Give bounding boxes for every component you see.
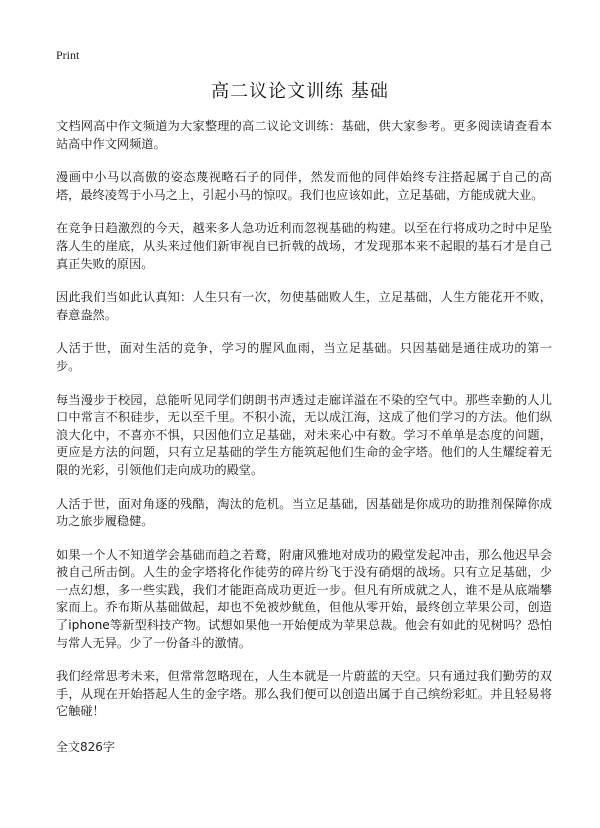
paragraph: 如果一个人不知道学会基础而趋之若鹜，附庸风雅地对成功的殿堂发起冲击，那么他迟早会被自己所击倒。人生的金字塔将化作徒劳的碎片纷飞于没有硝烟的战场。只有立足基础，少一点幻想，多一些实践，我们才能距高成功更近一步。但凡有所成就之人，谁不是从底端攀家而上。乔布斯从基础做起，却也不免被炒鱿鱼，但他从零开始，最终创立苹果公司，创造了iphone等新型科技产物。试想如果他一开始便成为苹果总裁。他会有如此的见树吗？恐怕与常人无异。少了一份备斗的激情。 xyxy=(56,547,552,650)
paragraph: 人活于世，面对生活的竞争，学习的腥风血雨，当立足基础。只因基础是通往成功的第一步。 xyxy=(56,341,552,373)
paragraph: 每当漫步于校园，总能听见同学们朗朗书声透过走廊详溢在不染的空气中。那些幸勤的人儿口中常言不积硅步，无以至千里。不积小流，无以成江海，这成了他们学习的方法。他们纵浪大化中，不喜亦不惧，只因他们立足基础，对未来心中有数。学习不单单是态度的问题，更应是方法的问题，只有立足基础的学生方能筑起他们生命的金字塔。他们的人生耀绽着无限的光彩，引领他们走向成功的殿堂。 xyxy=(56,392,552,477)
paragraph: 人活于世，面对角逐的残酷，淘汰的危机。当立足基础，因基础是你成功的助推剂保障你成功之旅步履稳健。 xyxy=(56,496,552,529)
paragraph: 漫画中小马以高傲的姿态蔑视略石子的同伴，然发而他的同伴始终专注搭起属于自己的高塔，最终凌驾于小马之上，引起小马的惊叹。我们也应该如此，立足基础，方能成就大业。 xyxy=(56,170,552,202)
print-link[interactable]: Print xyxy=(56,48,80,62)
page-title: 高二议论文训练 基础 xyxy=(211,81,389,102)
word-count: 全文826字 xyxy=(56,740,115,754)
paragraph-intro: 文档网高中作文频道为大家整理的高二议论文训练：基础，供大家参考。更多阅读请查看本站高中作文网频道。 xyxy=(56,119,552,151)
paragraph: 我们经常思考未来，但常常忽略现在，人生本就是一片蔚蓝的天空。只有通过我们勤劳的双手，从现在开始搭起人生的金字塔。那么我们便可以创造出属于自己缤纷彩虹。并且轻易将它触碰！ xyxy=(56,669,552,719)
article-body xyxy=(56,118,552,737)
paragraph: 因此我们当如此认真知：人生只有一次，勿使基础败人生，立足基础，人生方能花开不败，春意盎然。 xyxy=(56,290,552,322)
paragraph: 在竞争日趋激烈的今天，越来多人急功近利而忽视基础的构建。以至在行将成功之时中足坠落人生的崖底，从头来过他们新审视自已折戟的战场，才发现那本来不起眼的基石才是自己真正失败的原因。 xyxy=(56,221,552,271)
